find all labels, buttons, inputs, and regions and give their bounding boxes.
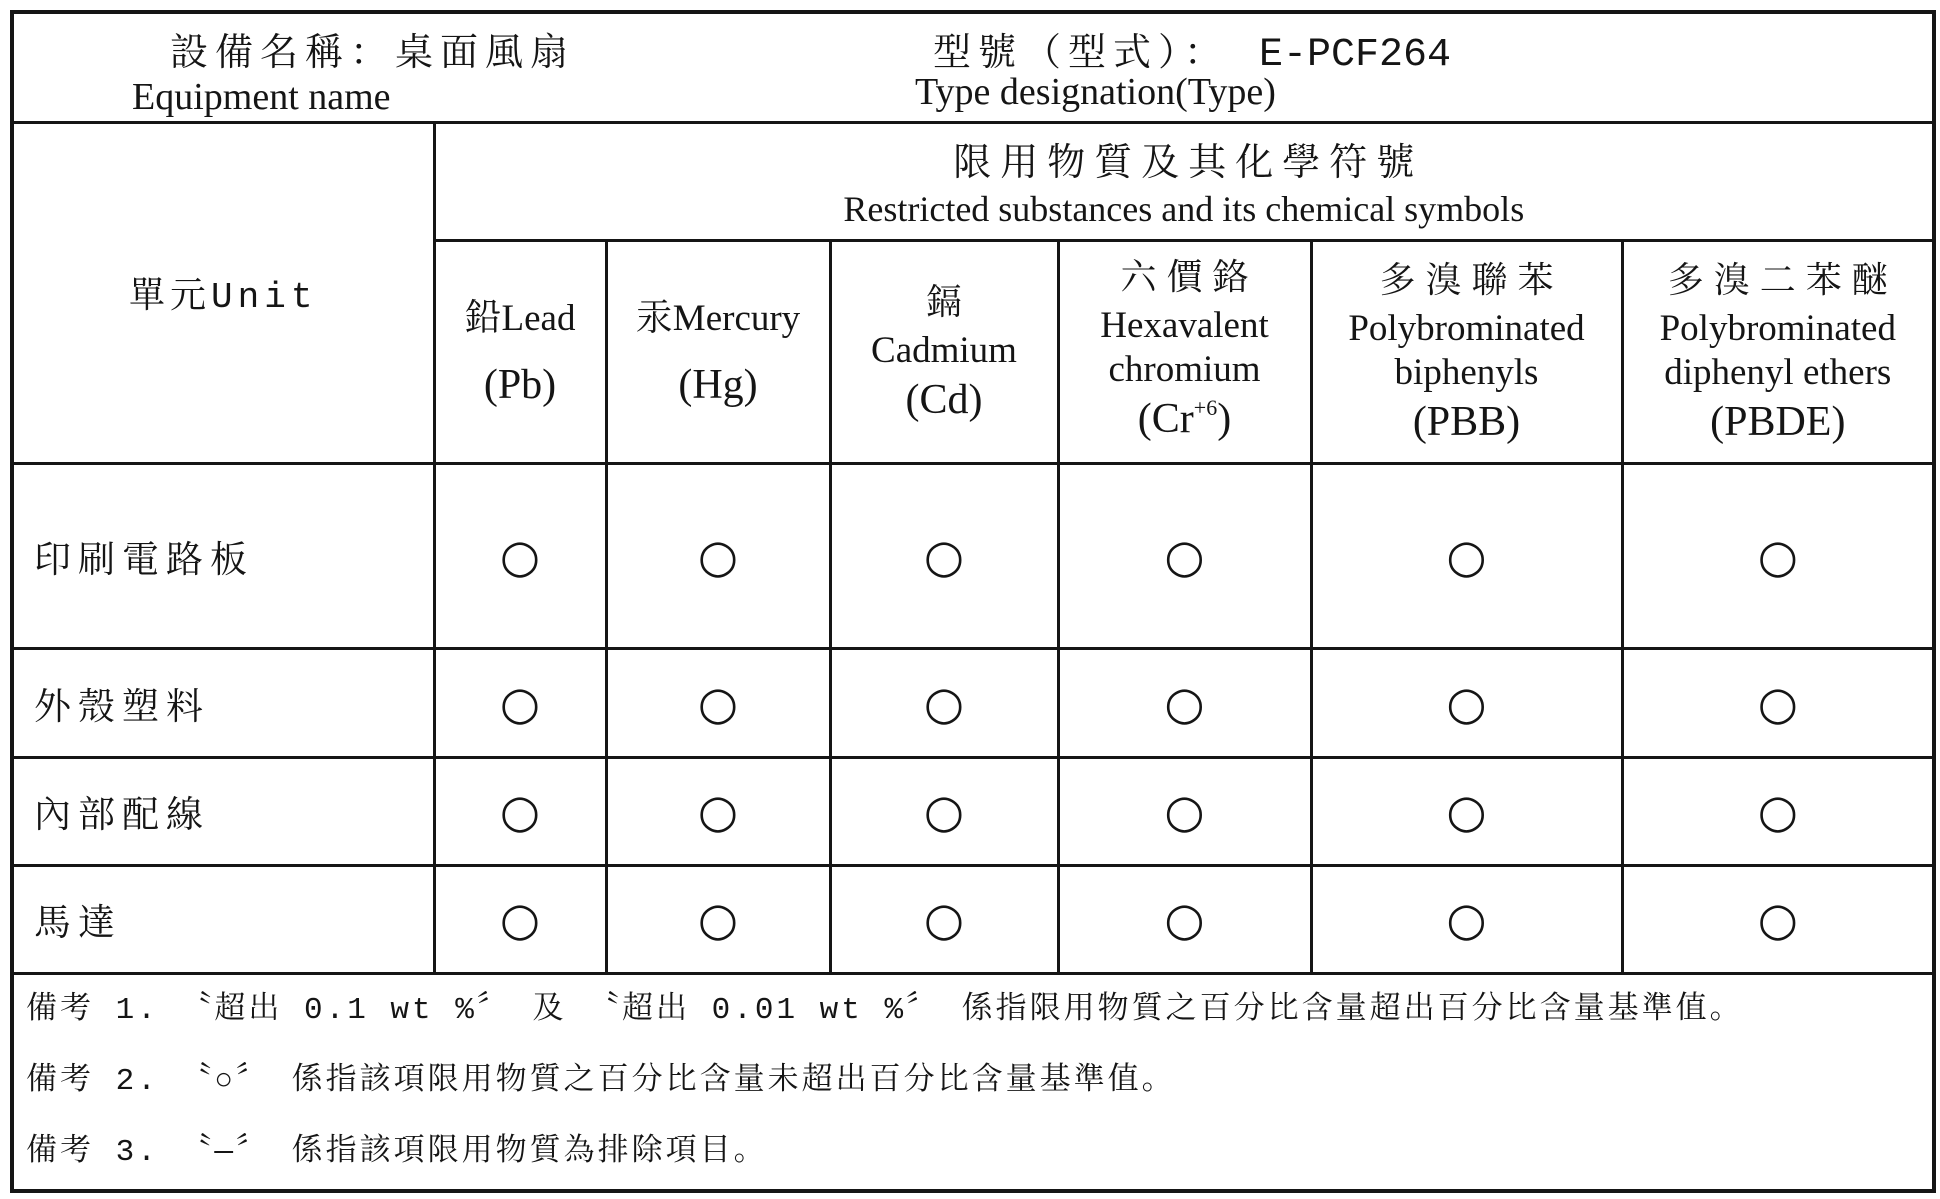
unit-column-header: 單元Unit <box>12 122 434 463</box>
substance-header-mercury <box>606 240 830 463</box>
restricted-substances-title-en: Restricted substances and its chemical symbols <box>843 188 1525 229</box>
unit-label: 內部配線 <box>12 757 434 865</box>
substance-status-cell <box>1622 757 1934 865</box>
restricted-substances-table <box>10 10 1936 1193</box>
substance-status-cell <box>1311 463 1622 648</box>
table-row <box>12 757 1934 865</box>
circle-mark: ○ <box>1757 675 1798 730</box>
substance-status-cell <box>434 648 606 757</box>
substance-name-line <box>636 288 800 355</box>
substance-name-en: Polybrominated <box>1348 307 1585 349</box>
table-row <box>12 463 1934 648</box>
substance-header-block <box>832 277 1057 427</box>
type-designation-value: E-PCF264 <box>1259 33 1452 78</box>
circle-mark: ○ <box>1757 528 1798 583</box>
group-header-row <box>12 122 1934 240</box>
equipment-info-block <box>14 14 1932 118</box>
substance-header-lead <box>434 240 606 463</box>
table-footer <box>12 973 1934 1191</box>
circle-mark: ○ <box>1446 784 1487 838</box>
substance-name-zh: 六價鉻 <box>1120 256 1259 298</box>
substance-name-line <box>465 288 576 355</box>
type-designation-label: 型號（型式）： <box>933 30 1230 74</box>
substance-status-cell <box>606 865 830 973</box>
notes-cell <box>12 973 1934 1191</box>
substance-status-cell <box>1622 463 1934 648</box>
substance-symbol: (PBDE) <box>1710 398 1846 445</box>
substance-status-cell <box>1058 648 1311 757</box>
equipment-info-cell <box>12 12 1934 122</box>
equipment-name-line <box>170 30 575 74</box>
substance-status-cell <box>1311 757 1622 865</box>
substance-name-en: Mercury <box>672 298 801 339</box>
circle-mark: ○ <box>1757 892 1798 946</box>
substance-symbol: (Pb) <box>483 362 557 408</box>
substance-status-cell <box>1311 648 1622 757</box>
circle-mark: ○ <box>697 675 739 730</box>
substance-status-cell <box>1311 865 1622 973</box>
substance-status-cell <box>830 757 1058 865</box>
substance-header-pbde <box>1622 240 1934 463</box>
circle-mark: ○ <box>697 892 739 946</box>
note-line: 備考 2. 〝○〞 係指該項限用物質之百分比含量未超出百分比含量基準值。 <box>26 1063 1176 1099</box>
substance-status-cell <box>434 463 606 648</box>
circle-mark: ○ <box>1164 675 1205 730</box>
substance-header-block <box>1313 255 1621 449</box>
note-line: 備考 3. 〝—〞 係指該項限用物質為排除項目。 <box>26 1134 768 1170</box>
substance-name-zh: 鎘 <box>925 281 972 323</box>
circle-mark: ○ <box>1164 784 1205 838</box>
circle-mark: ○ <box>697 784 739 838</box>
substance-symbol-base: (Cr <box>1137 395 1194 442</box>
substance-header-hexavalent-chromium <box>1058 240 1311 463</box>
table-row <box>12 648 1934 757</box>
circle-mark: ○ <box>499 892 541 946</box>
substance-status-cell <box>1058 463 1311 648</box>
substance-header-pbb <box>1311 240 1622 463</box>
substance-name-en: chromium <box>1108 348 1261 390</box>
table-header <box>12 12 1934 463</box>
notes-row <box>12 973 1934 1191</box>
substance-symbol: (Hg) <box>678 362 758 408</box>
substance-status-cell <box>1058 757 1311 865</box>
substance-header-block <box>608 288 829 415</box>
substance-name-en: Hexavalent <box>1100 304 1269 346</box>
substance-status-cell <box>830 865 1058 973</box>
substance-symbol-end: ) <box>1217 395 1232 442</box>
substance-name-zh: 多溴聯苯 <box>1379 259 1564 301</box>
restricted-substances-title-zh: 限用物質及其化學符號 <box>953 139 1424 184</box>
substance-name-zh: 汞 <box>635 296 673 339</box>
note-line: 備考 1. 〝超出 0.1 wt %〞 及 〝超出 0.01 wt %〞 係指限用物質之百分比含量超出百分比含量基準值。 <box>26 992 1744 1028</box>
circle-mark: ○ <box>1446 892 1487 946</box>
substance-status-cell <box>606 757 830 865</box>
substance-name-en: Polybrominated <box>1659 307 1896 349</box>
type-designation-label-en: Type designation(Type) <box>915 71 1276 113</box>
circle-mark: ○ <box>499 784 541 838</box>
circle-mark: ○ <box>1164 892 1205 946</box>
substance-status-cell <box>830 648 1058 757</box>
equipment-name-label-en: Equipment name <box>132 76 391 118</box>
substance-status-cell <box>606 648 830 757</box>
circle-mark: ○ <box>1164 528 1205 583</box>
unit-label: 馬達 <box>12 865 434 973</box>
equipment-info-row <box>12 12 1934 122</box>
substance-symbol: (PBB) <box>1412 398 1521 445</box>
substance-name-en: biphenyls <box>1394 351 1539 393</box>
substance-status-cell <box>1622 648 1934 757</box>
substance-header-block <box>436 288 605 415</box>
circle-mark: ○ <box>499 675 541 730</box>
substance-header-cadmium <box>830 240 1058 463</box>
substance-name-en: diphenyl ethers <box>1664 351 1892 393</box>
table-row <box>12 865 1934 973</box>
circle-mark: ○ <box>923 675 965 730</box>
substance-name-en: Cadmium <box>871 329 1017 371</box>
data-rows <box>12 463 1934 973</box>
circle-mark: ○ <box>1446 675 1487 730</box>
circle-mark: ○ <box>697 528 739 583</box>
substance-symbol-superscript: +6 <box>1193 394 1218 420</box>
unit-label: 印刷電路板 <box>12 463 434 648</box>
unit-label: 外殼塑料 <box>12 648 434 757</box>
substance-status-cell <box>830 463 1058 648</box>
substance-status-cell <box>606 463 830 648</box>
equipment-name-value: 桌面風扇 <box>395 30 576 74</box>
substance-header-block <box>1624 255 1933 449</box>
equipment-name-label: 設備名稱： <box>170 30 396 74</box>
circle-mark: ○ <box>923 892 965 946</box>
circle-mark: ○ <box>1446 528 1487 583</box>
circle-mark: ○ <box>923 784 965 838</box>
substance-status-cell <box>1622 865 1934 973</box>
restricted-substances-header-block <box>436 124 1933 236</box>
circle-mark: ○ <box>923 528 965 583</box>
substance-symbol: (Cd) <box>905 376 983 423</box>
substance-status-cell <box>1058 865 1311 973</box>
restricted-substances-header <box>434 122 1934 240</box>
substance-name-zh: 多溴二苯醚 <box>1667 259 1898 301</box>
substance-status-cell <box>434 865 606 973</box>
substance-name-en: Lead <box>501 298 576 339</box>
circle-mark: ○ <box>1757 784 1798 838</box>
circle-mark: ○ <box>499 528 541 583</box>
substance-symbol <box>1138 392 1231 452</box>
substance-status-cell <box>434 757 606 865</box>
substance-header-block <box>1060 252 1310 452</box>
substance-name-zh: 鉛 <box>464 296 502 339</box>
